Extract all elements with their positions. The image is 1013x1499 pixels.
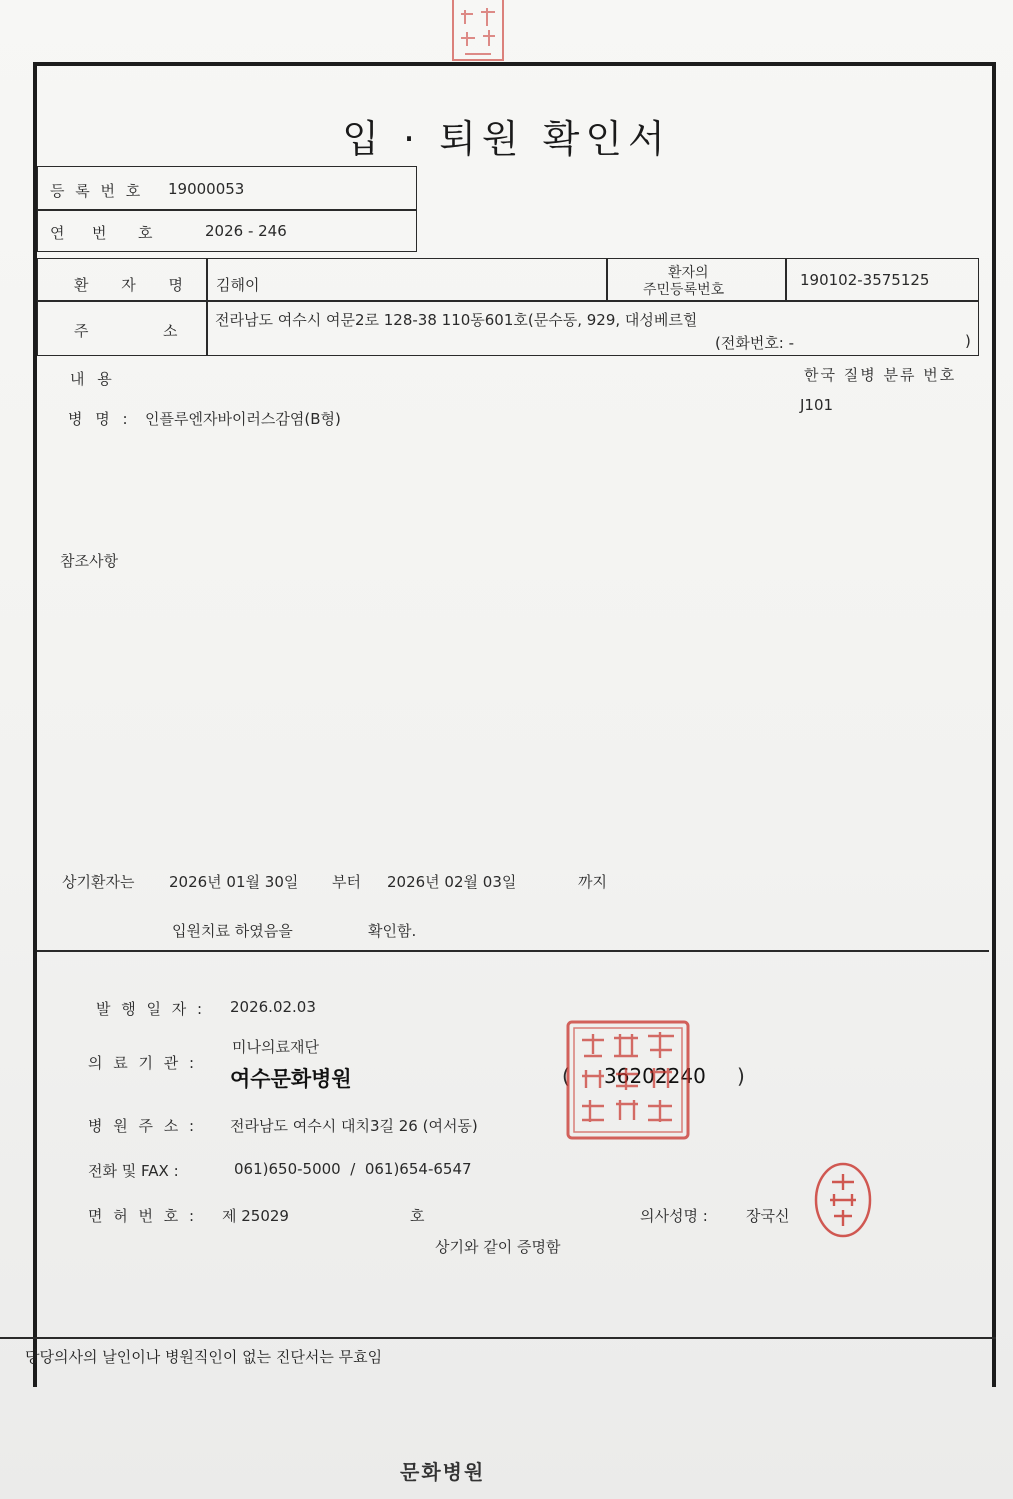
patient-name-label: 환 자 명	[74, 276, 198, 294]
patient-col-divider-2	[606, 258, 608, 300]
address-label-1: 주	[74, 322, 89, 340]
doctor-seal-stamp	[812, 1160, 874, 1240]
serial-value: 2026 - 246	[205, 222, 287, 240]
address-phone-label: (전화번호: -	[715, 334, 795, 352]
institution-code-close: )	[737, 1064, 745, 1088]
serial-label-3: 호	[138, 224, 153, 242]
doctor-label: 의사성명 :	[640, 1207, 708, 1225]
patient-id-label-line1: 환자의	[668, 265, 709, 281]
period-prefix: 상기환자는	[62, 873, 135, 891]
registration-label: 등 록 번 호	[50, 182, 144, 200]
period-from: 2026년 01월 30일	[169, 873, 299, 891]
doctor-name: 장국신	[746, 1207, 790, 1225]
footer-logo-text: 문화병원	[400, 1460, 486, 1484]
footnote-text: 당당의사의 날인이나 병원직인이 없는 진단서는 무효임	[25, 1348, 383, 1366]
footnote-divider	[0, 1337, 996, 1339]
registration-divider	[37, 209, 417, 211]
serial-label-2: 번	[92, 224, 107, 242]
serial-label-1: 연	[50, 224, 65, 242]
institution-foundation: 미나의료재단	[232, 1038, 319, 1056]
top-seal-stamp	[447, 0, 509, 70]
disease-value: 인플루엔자바이러스감염(B형)	[145, 410, 341, 428]
license-suffix: 호	[410, 1207, 425, 1225]
patient-row-divider	[37, 300, 979, 302]
period-confirm-1: 입원치료 하였음을	[172, 922, 293, 940]
address-value: 전라남도 여수시 여문2로 128-38 110동601호(문수동, 929, 대성베르힐	[215, 311, 698, 329]
period-confirm-2: 확인함.	[368, 922, 417, 940]
phone-fax-value: 061)650-5000 / 061)654-6547	[234, 1160, 472, 1178]
content-label: 내 용	[70, 370, 116, 388]
issue-date-label: 발 행 일 자 :	[96, 1000, 206, 1018]
kcd-label: 한국 질병 분류 번호	[804, 366, 957, 384]
hospital-address-value: 전라남도 여수시 대치3길 26 (여서동)	[230, 1117, 478, 1135]
reference-label: 참조사항	[60, 552, 118, 570]
patient-col-divider-3	[785, 258, 787, 300]
hospital-address-label: 병 원 주 소 :	[88, 1117, 198, 1135]
period-to: 2026년 02월 03일	[387, 873, 517, 891]
license-value: 제 25029	[222, 1207, 289, 1225]
institution-code: 36202240	[604, 1064, 706, 1088]
certify-text: 상기와 같이 증명함	[435, 1238, 561, 1256]
license-label: 면 허 번 호 :	[88, 1207, 198, 1225]
institution-hospital-name: 여수문화병원	[230, 1067, 352, 1091]
registration-value: 19000053	[168, 180, 245, 198]
patient-id-label-line2: 주민등록번호	[643, 282, 725, 298]
patient-col-divider-1	[206, 258, 208, 356]
institution-code-open: (	[562, 1064, 570, 1088]
patient-name-value: 김해이	[216, 276, 260, 294]
kcd-value: J101	[800, 396, 834, 414]
issue-section-divider	[37, 950, 989, 952]
institution-label: 의 료 기 관 :	[88, 1054, 198, 1072]
address-phone-close: )	[965, 332, 971, 350]
patient-id-value: 190102-3575125	[800, 271, 930, 289]
period-to-suffix: 까지	[578, 873, 607, 891]
disease-label: 병 명 :	[68, 410, 132, 428]
period-from-suffix: 부터	[332, 873, 361, 891]
footer-hospital-logo	[400, 1456, 485, 1485]
address-label-2: 소	[163, 322, 178, 340]
phone-fax-label: 전화 및 FAX :	[88, 1162, 179, 1180]
hospital-seal-stamp	[560, 1016, 696, 1144]
document-title: 입 · 퇴원 확인서	[342, 117, 671, 161]
issue-date-value: 2026.02.03	[230, 998, 316, 1016]
